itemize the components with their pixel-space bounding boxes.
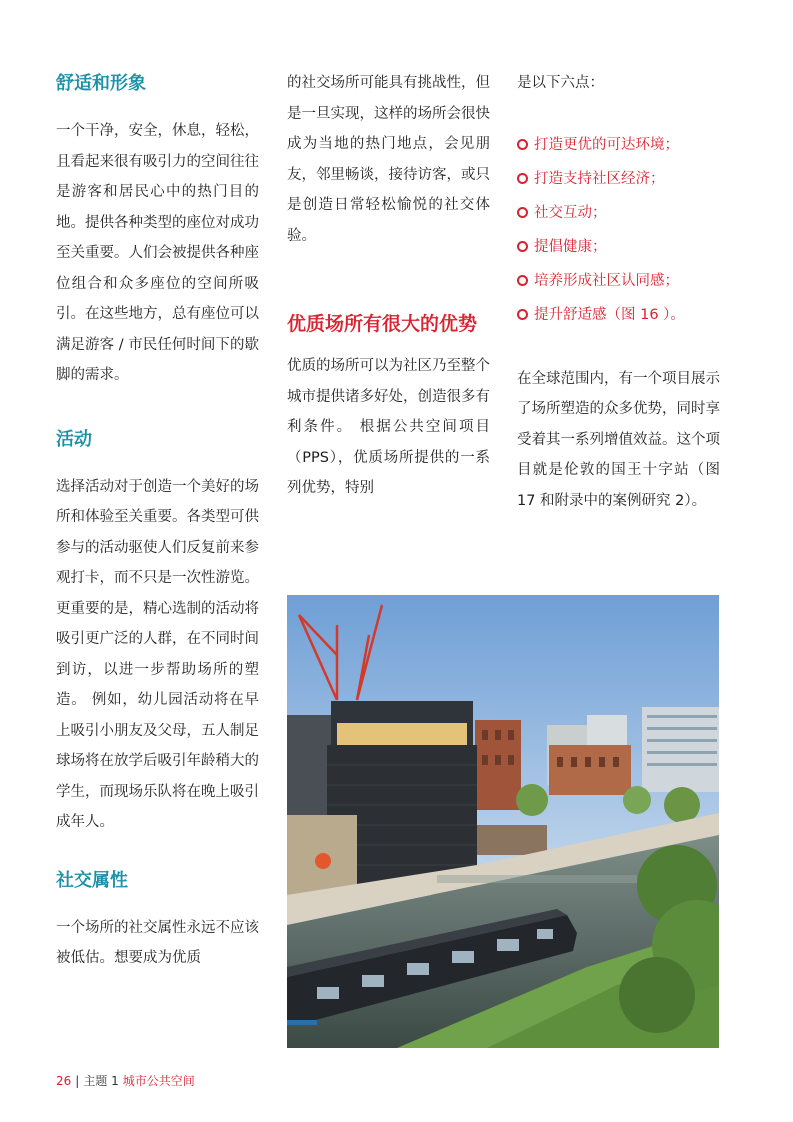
paragraph-comfort: 一个干净，安全，休息，轻松，且看起来很有吸引力的空间往往是游客和居民心中的热门目的地。提供各种类型的座位对成功至关重要。人们会被提供各种座位组合和众多座位的空间所吸引。在这些地方，总有座位可以满足游客 / 市民任何时间下的歇脚的需求。: [56, 123, 259, 383]
list-item: 提倡健康；: [517, 230, 720, 264]
list-item: 打造更优的可达环境；: [517, 128, 720, 162]
circle-bullet-icon: [517, 241, 528, 252]
benefits-list: [517, 128, 720, 332]
column-2: [287, 68, 490, 504]
paragraph-activities: 选择活动对于创造一个美好的场所和体验至关重要。各类型可供参与的活动驱使人们反复前来参观打卡，而不只是一次性游览。更重要的是，精心选制的活动将吸引更广泛的人群，在不同时间到访，以进一步帮助场所的塑造。 例如，幼儿园活动将在早上吸引小朋友及父母，五人制足球场将在放学后吸引年龄稍大的学生，而现场乐队将在晚上吸引成年人。: [56, 478, 259, 830]
list-item: 提升舒适感（图 16 ）。: [517, 298, 720, 332]
list-item: 培养形成社区认同感；: [517, 264, 720, 298]
heading-quality-place-advantages: 优质场所有很大的优势: [287, 313, 478, 335]
paragraph-social-continued: 的社交场所可能具有挑战性，但是一旦实现，这样的场所会很快成为当地的热门地点，会见朋友，邻里畅谈，接待访客，或只是创造日常轻松愉悦的社交体验。: [287, 75, 490, 244]
paragraph-quality-place: 优质的场所可以为社区乃至整个城市提供诸多好处，创造很多有利条件。 根据公共空间项目（PPS），优质场所提供的一系列优势，特别: [287, 358, 490, 496]
circle-bullet-icon: [517, 139, 528, 150]
footer-subtitle: 城市公共空间: [122, 1074, 195, 1088]
list-item: 社交互动；: [517, 196, 720, 230]
column-1: [56, 72, 259, 974]
circle-bullet-icon: [517, 309, 528, 320]
list-item: 打造支持社区经济；: [517, 162, 720, 196]
circle-bullet-icon: [517, 275, 528, 286]
photo-canal-kings-cross: [287, 595, 719, 1048]
page-number: 26: [56, 1074, 72, 1088]
heading-comfort-image: 舒适和形象: [56, 73, 146, 94]
heading-activities: 活动: [56, 428, 92, 450]
heading-social: 社交属性: [56, 869, 128, 891]
circle-bullet-icon: [517, 173, 528, 184]
footer-theme: 主题 1: [83, 1074, 119, 1088]
paragraph-kings-cross: 在全球范围内，有一个项目展示了场所塑造的众多优势，同时享受着其一系列增值效益。这个项目就是伦敦的国王十字站（图 17 和附录中的案例研究 2）。: [517, 370, 720, 509]
circle-bullet-icon: [517, 207, 528, 218]
column-3: [517, 68, 720, 516]
paragraph-social: 一个场所的社交属性永远不应该被低估。想要成为优质: [56, 919, 259, 966]
paragraph-six-points-intro: 是以下六点：: [517, 75, 604, 91]
footer-separator: |: [75, 1074, 80, 1088]
page-footer: [56, 1073, 195, 1089]
